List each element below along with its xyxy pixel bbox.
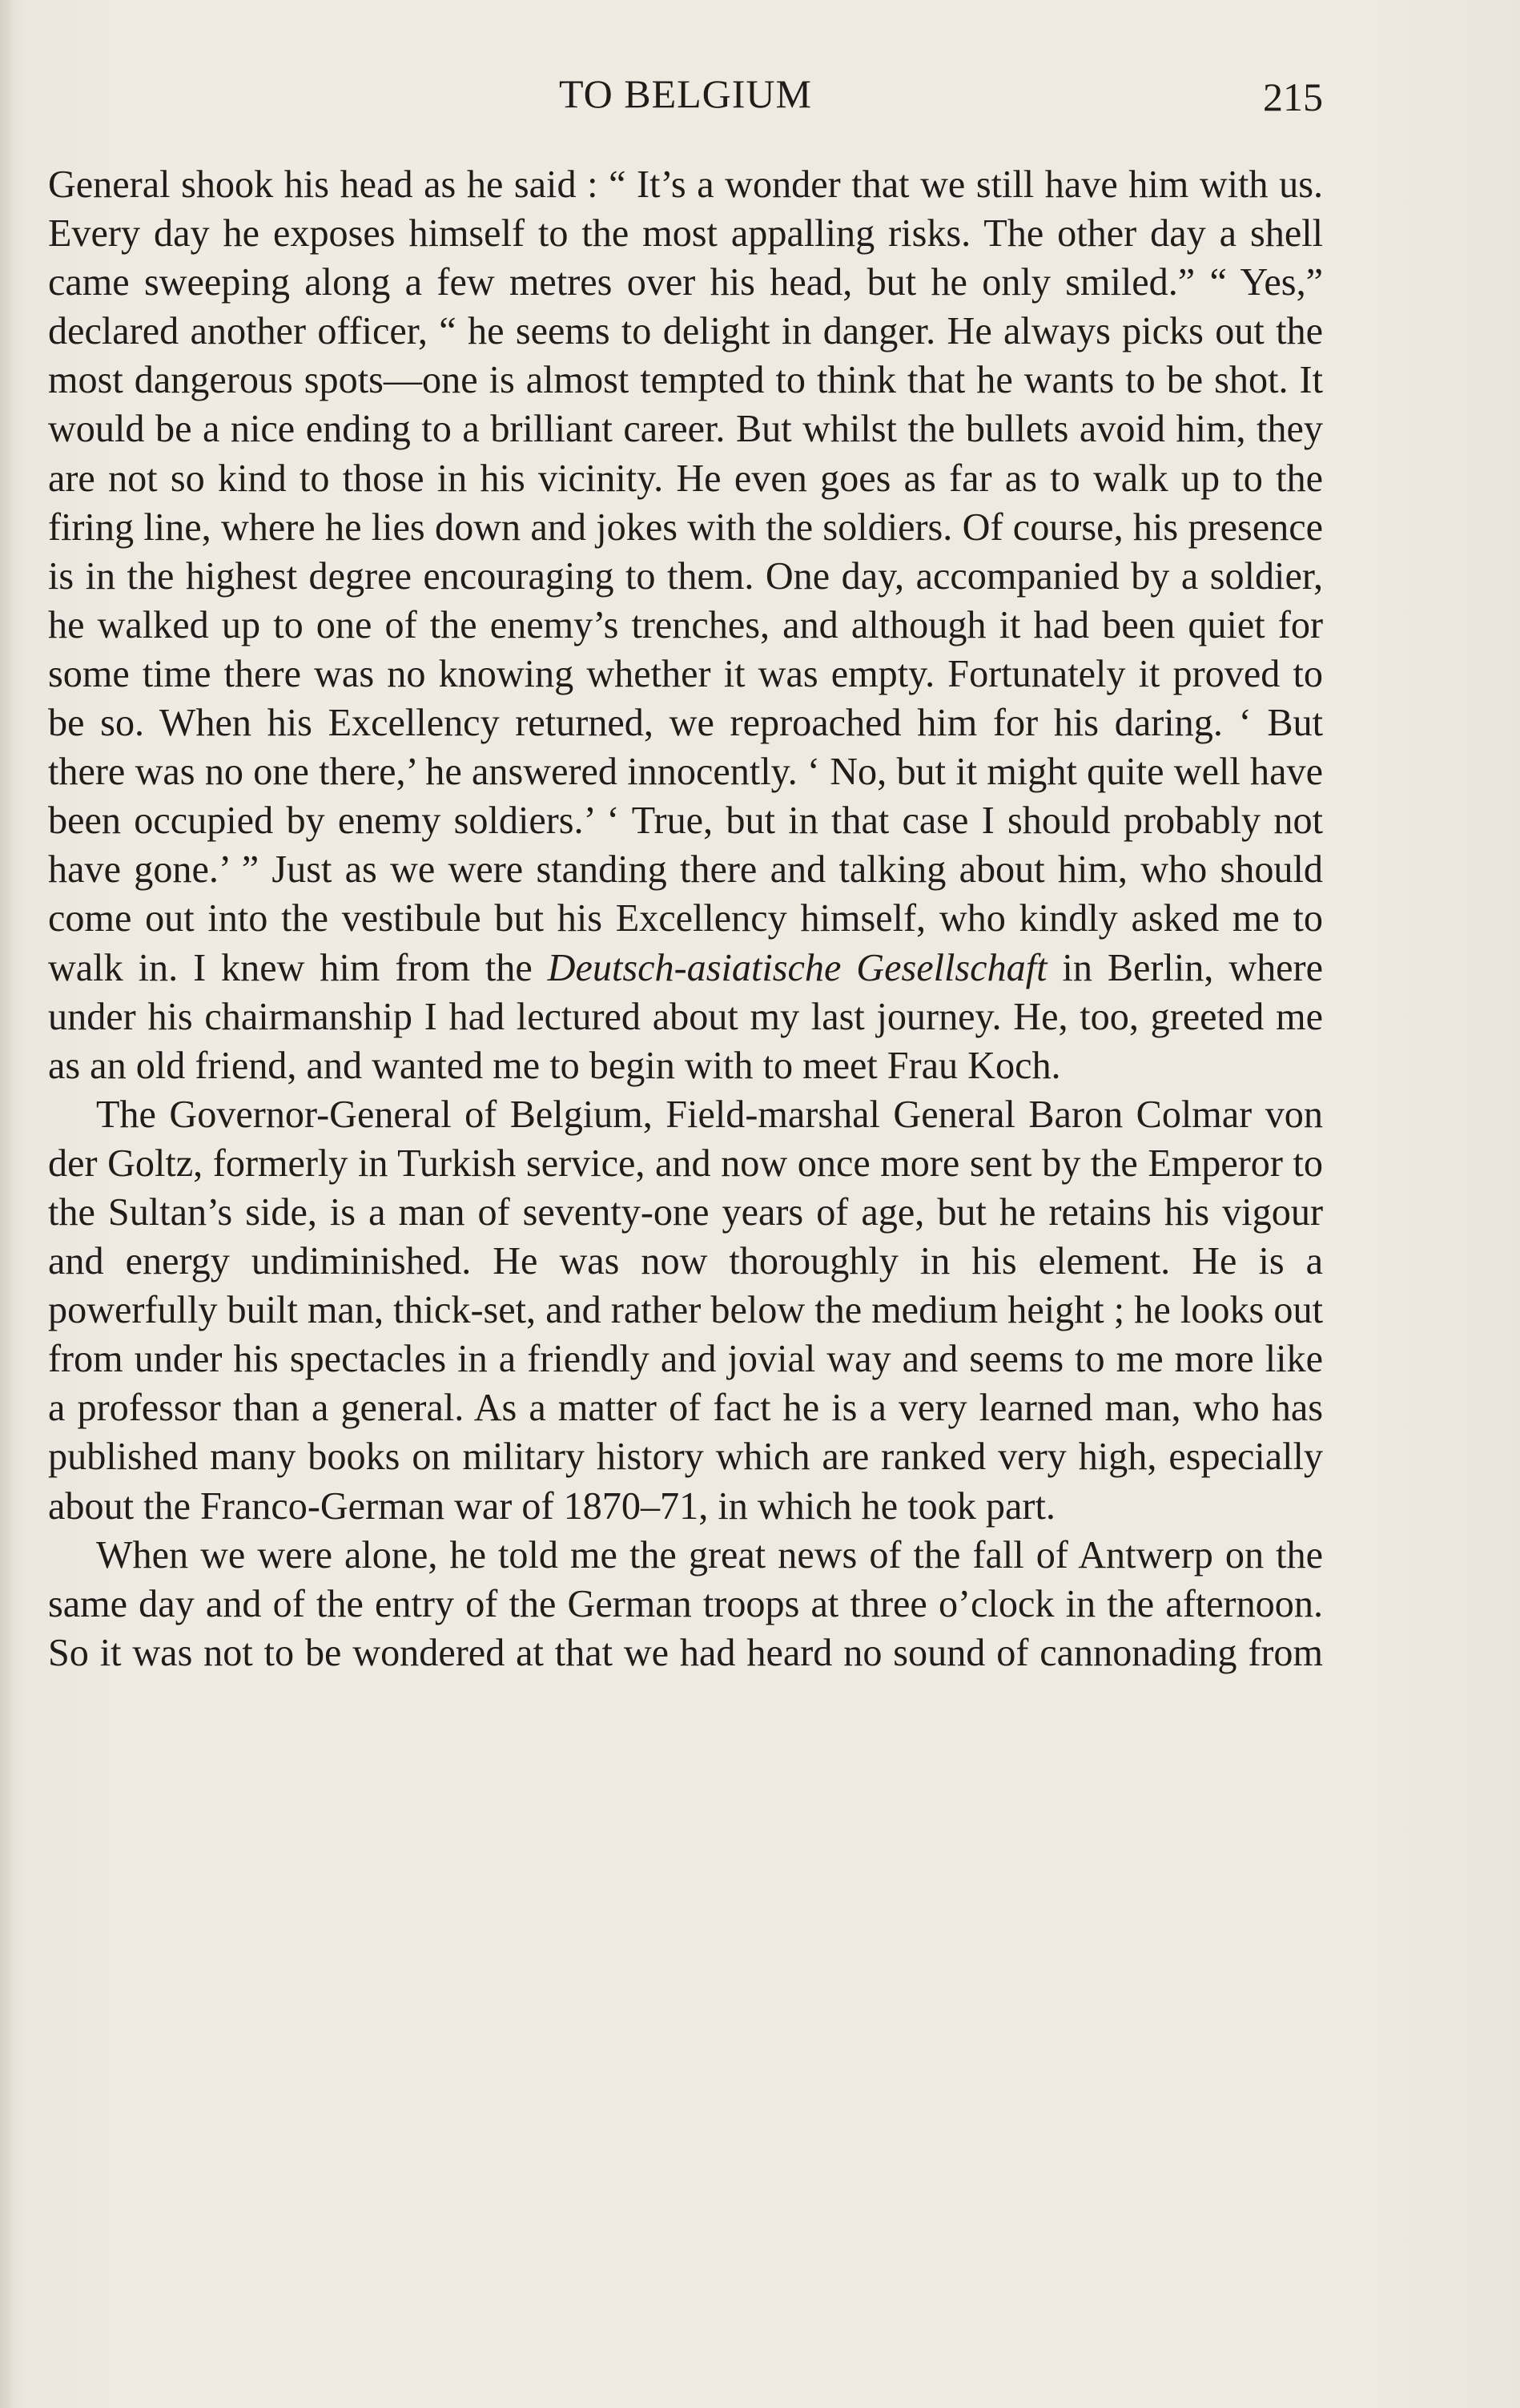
paragraph-1-text: General shook his head as he said : “ It’s a wonder that we still have him with us. Every day he exposes himself to the most appalling risks. The other day a shell came sweeping along a few metres over his head, but he only smiled.” “ Yes,” declared another officer, “ he seems to delight in danger. He always picks out the most dangerous spots—one is almost tempted to think that he wants to be shot. It would be a nice ending to a brilliant career. But whilst the bullets avoid him, they are not so kind to those in his vicinity. He even goes as far as to walk up to the firing line, where he lies down and jokes with the soldiers. Of course, his presence is in the highest degree encouraging to them. One day, accompanied by a soldier, he walked up to one of the enemy’s trenches, and although it had been quiet for some time there was no knowing whether it was empty. Fortunately it proved to be so. When his Excellency returned, we reproached him for his daring. ‘ But there was no one there,’ he answered innocently. ‘ No, but it might quite well have been occupied by enemy soldiers.’ ‘ True, but in that case I should probably not have gone.’ ” Just as we were standing there and talking about him, who should come out into the vestibule but his Excellency himself, who kindly asked me to walk in. I knew him from the [48, 163, 1323, 989]
paragraph-1-text-after: in Berlin, where under his chairmanship I had lectured about my last journey. He, too, greeted me as an old friend, and wanted me to begin with to meet Frau Koch. [48, 946, 1323, 1087]
page-number: 215 [1263, 74, 1323, 119]
page-gutter-shadow [0, 0, 14, 2408]
italic-society-name: Deutsch-asiatische Gesellschaft [547, 946, 1048, 989]
body-text [48, 160, 1323, 1677]
paragraph-2: The Governor-General of Belgium, Field-marshal General Baron Colmar von der Goltz, formerly in Turkish service, and now once more sent by the Emperor to the Sultan’s side, is a man of seventy-one years of age, but he retains his vigour and energy undiminished. He was now thoroughly in his element. He is a powerfully built man, thick-set, and rather below the medium height ; he looks out from under his spectacles in a friendly and jovial way and seems to me more like a professor than a general. As a matter of fact he is a very learned man, who has published many books on military history which are ranked very high, especially about the Franco-German war of 1870–71, in which he took part. [48, 1093, 1323, 1528]
running-head: TO BELGIUM [558, 71, 812, 116]
paragraph-3: When we were alone, he told me the great news of the fall of Antwerp on the same day and of the entry of the German troops at three o’clock in the afternoon. So it was not to be wondered at that we had heard no sound of cannonading from [48, 1533, 1323, 1674]
page-header [48, 70, 1323, 135]
paragraph-1 [48, 160, 1323, 1090]
